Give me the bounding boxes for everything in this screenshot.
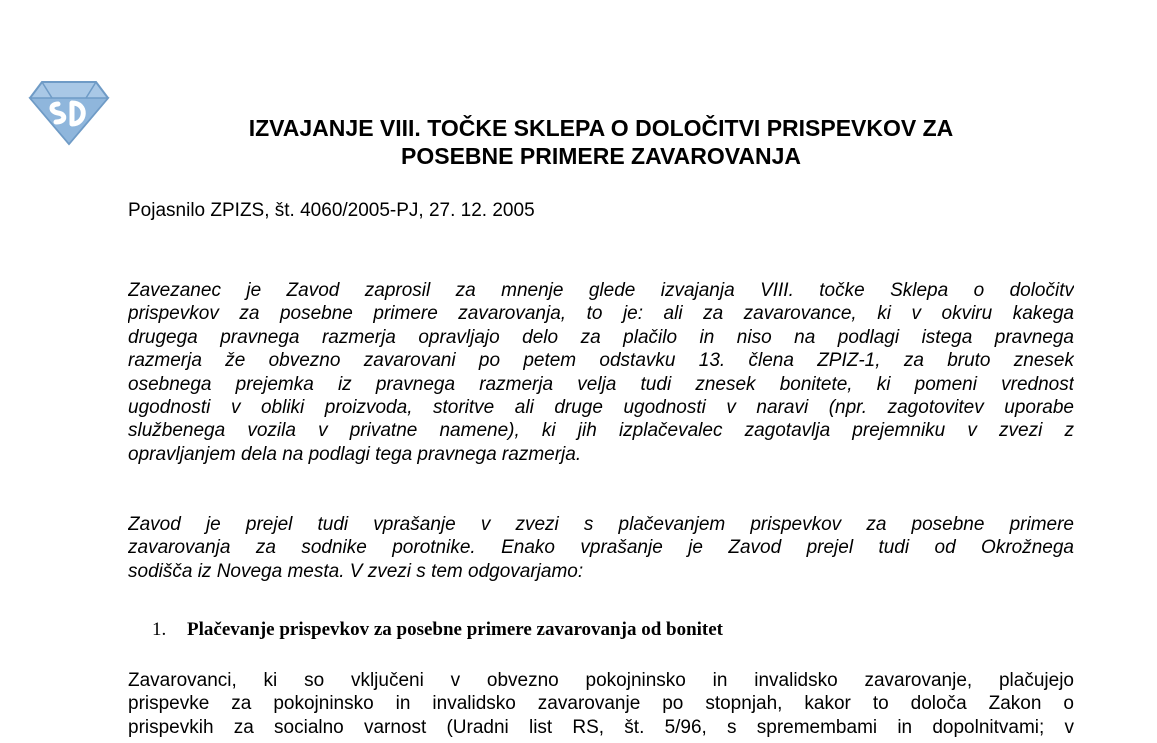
paragraph-3 [128, 669, 1074, 739]
paragraph-line: razmerja že obvezno zavarovani po petem odstavku 13. člena ZPIZ-1, za bruto znesek [128, 350, 1074, 372]
section-number: 1. [152, 619, 167, 640]
paragraph-line: opravljanjem dela na podlagi tega pravnega razmerja. [128, 443, 582, 465]
document-title [128, 114, 1074, 170]
paragraph-line: Zavarovanci, ki so vključeni v obvezno pokojninsko in invalidsko zavarovanje, plačujejo [128, 670, 1074, 691]
paragraph-line: službenega vozila v privatne namene), ki jih izplačevalec zagotavlja prejemniku v zvezi z [128, 420, 1074, 442]
paragraph-line: Zavod je prejel tudi vprašanje v zvezi s plačevanjem prispevkov za posebne primere [128, 514, 1074, 535]
paragraph-line: Zavezanec je Zavod zaprosil za mnenje glede izvajanja VIII. točke Sklepa o določitv [128, 280, 1074, 301]
paragraph-line: drugega pravnega razmerja opravljajo delo za plačilo in niso na podlagi istega pravnega [128, 326, 1074, 348]
paragraph-line: ugodnosti v obliki proizvoda, storitve ali druge ugodnosti v naravi (npr. zagotovitev uporabe [128, 397, 1074, 419]
paragraph-line: osebnega prejemka iz pravnega razmerja velja tudi znesek bonitete, ki pomeni vrednost [128, 373, 1074, 395]
paragraph-1 [128, 279, 1074, 466]
title-line-2: POSEBNE PRIMERE ZAVAROVANJA [401, 143, 801, 169]
sd-logo-icon [28, 78, 110, 148]
paragraph-2 [128, 513, 1074, 583]
section-heading-text: Plačevanje prispevkov za posebne primere zavarovanja od bonitet [187, 619, 724, 640]
paragraph-line: zavarovanja za sodnike porotnike. Enako vprašanje je Zavod prejel tudi od Okrožnega [128, 537, 1074, 559]
paragraph-line: sodišča iz Novega mesta. V zvezi s tem odgovarjamo: [128, 560, 584, 582]
paragraph-line: prispevkov za posebne primere zavarovanja, to je: ali za zavarovance, ki v okviru kakega [128, 303, 1074, 325]
paragraph-line: prispevkih za socialno varnost (Uradni list RS, št. 5/96, s spremembami in dopolnitvami; v [128, 716, 1074, 738]
title-line-1: IZVAJANJE VIII. TOČKE SKLEPA O DOLOČITVI PRISPEVKOV ZA [248, 115, 954, 141]
section-heading-1 [152, 618, 723, 642]
paragraph-line: prispevke za pokojninsko in invalidsko zavarovanje po stopnjah, kakor to določa Zakon o [128, 693, 1074, 715]
document-reference: Pojasnilo ZPIZS, št. 4060/2005-PJ, 27. 12. 2005 [128, 200, 535, 221]
